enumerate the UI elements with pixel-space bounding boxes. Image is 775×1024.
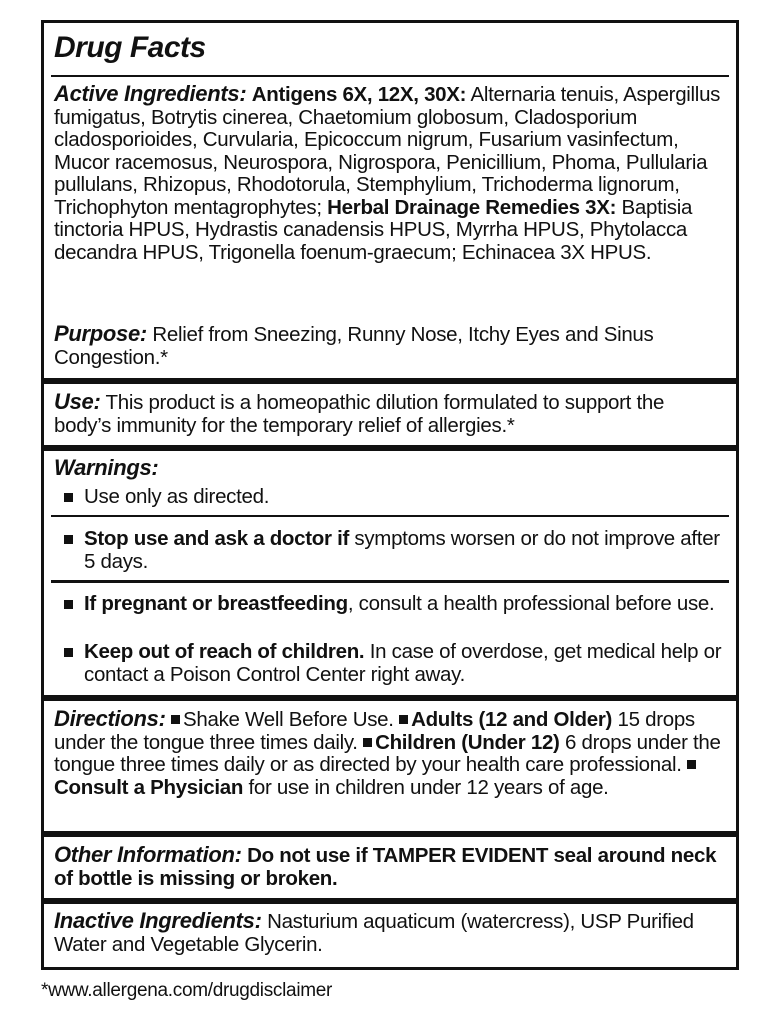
section-divider: [44, 378, 736, 384]
warnings-divider: [51, 580, 729, 583]
consult-text: for use in children under 12 years of age.: [248, 775, 609, 799]
warning-use-as-directed: Use only as directed.: [84, 485, 270, 508]
herbal-label: Herbal Drainage Remedies 3X:: [327, 195, 617, 219]
purpose-heading: Purpose:: [54, 321, 147, 346]
adults-text: 15 drops under the tongue three times daily.: [54, 708, 695, 754]
children-label: Children (Under 12): [375, 730, 560, 754]
other-information-text: Do not use if TAMPER EVIDENT seal around neck of bottle is missing or broken.: [54, 844, 717, 890]
warnings-heading: Warnings:: [54, 455, 159, 480]
bullet-icon: [171, 715, 180, 724]
other-information-heading: Other Information:: [54, 842, 242, 867]
stop-use-label: Stop use and ask a doctor if: [84, 527, 349, 550]
inactive-ingredients-section: [54, 910, 726, 956]
drug-facts-panel: [41, 20, 739, 970]
keep-out-text: In case of overdose, get medical help or contact a Poison Control Center right away.: [84, 640, 722, 686]
adults-label: Adults (12 and Older): [411, 708, 613, 731]
bullet-icon: [399, 715, 408, 724]
pregnant-label: If pregnant or breastfeeding: [84, 592, 348, 615]
active-ingredients-section: [54, 83, 726, 264]
use-section: [54, 391, 726, 437]
warning-item: [62, 593, 726, 616]
antigens-list: Alternaria tenuis, Aspergillus fumigatus, Botrytis cinerea, Chaetomium globosum, Cladosporium cladosporioides, Curvularia, Epicoccum nigrum, Fusarium vasinfectum, Mucor racemosus, Neurospora, Nigrospora, Penicillium, Phoma, Pullularia pullulans, Rhizopus, Rhodotorula, Stemphylium, Trichoderma lignorum, Trichophyton mentagrophytes;: [54, 83, 721, 219]
warnings-heading-row: [54, 457, 726, 481]
purpose-section: [54, 323, 726, 369]
section-divider: [44, 898, 736, 904]
section-divider: [44, 695, 736, 701]
inactive-ingredients-heading: Inactive Ingredients:: [54, 908, 262, 933]
disclaimer-footnote: *www.allergena.com/drugdisclaimer: [41, 980, 333, 1001]
inactive-ingredients-text: Nasturium aquaticum (watercress), USP Purified Water and Vegetable Glycerin.: [54, 910, 694, 956]
warnings-divider: [51, 515, 729, 517]
shake-text: Shake Well Before Use.: [183, 708, 394, 731]
bullet-icon: [64, 648, 73, 657]
pregnant-text: , consult a health professional before use.: [347, 592, 715, 615]
other-information-section: [54, 844, 726, 890]
consult-label: Consult a Physician: [54, 775, 244, 799]
keep-out-label: Keep out of reach of children.: [84, 640, 365, 663]
stop-use-text: symptoms worsen or do not improve after 5 days.: [84, 527, 720, 573]
bullet-icon: [64, 493, 73, 502]
bullet-icon: [64, 535, 73, 544]
directions-heading: Directions:: [54, 706, 166, 731]
herbal-list: Baptisia tinctoria HPUS, Hydrastis canadensis HPUS, Myrrha HPUS, Phytolacca decandra HPUS, Trigonella foenum-graecum; Echinacea 3X HPUS.: [54, 195, 693, 264]
bullet-icon: [64, 600, 73, 609]
use-text: This product is a homeopathic dilution formulated to support the body’s immunity for the temporary relief of allergies.*: [54, 391, 665, 437]
directions-section: [54, 708, 726, 799]
warning-item: [62, 486, 726, 509]
bullet-icon: [687, 760, 696, 769]
antigens-label: Antigens 6X, 12X, 30X:: [251, 83, 467, 106]
bullet-icon: [363, 738, 372, 747]
drug-facts-title: Drug Facts: [54, 31, 206, 64]
use-heading: Use:: [54, 389, 101, 414]
title-divider: [51, 75, 729, 77]
children-text: 6 drops under the tongue three times daily or as directed by your health care professional.: [54, 730, 721, 776]
purpose-text: Relief from Sneezing, Runny Nose, Itchy Eyes and Sinus Congestion.*: [54, 323, 654, 369]
section-divider: [44, 831, 736, 837]
warning-item: [62, 528, 726, 573]
section-divider: [44, 445, 736, 451]
active-ingredients-heading: Active Ingredients:: [54, 81, 247, 106]
warning-item: [62, 641, 726, 686]
